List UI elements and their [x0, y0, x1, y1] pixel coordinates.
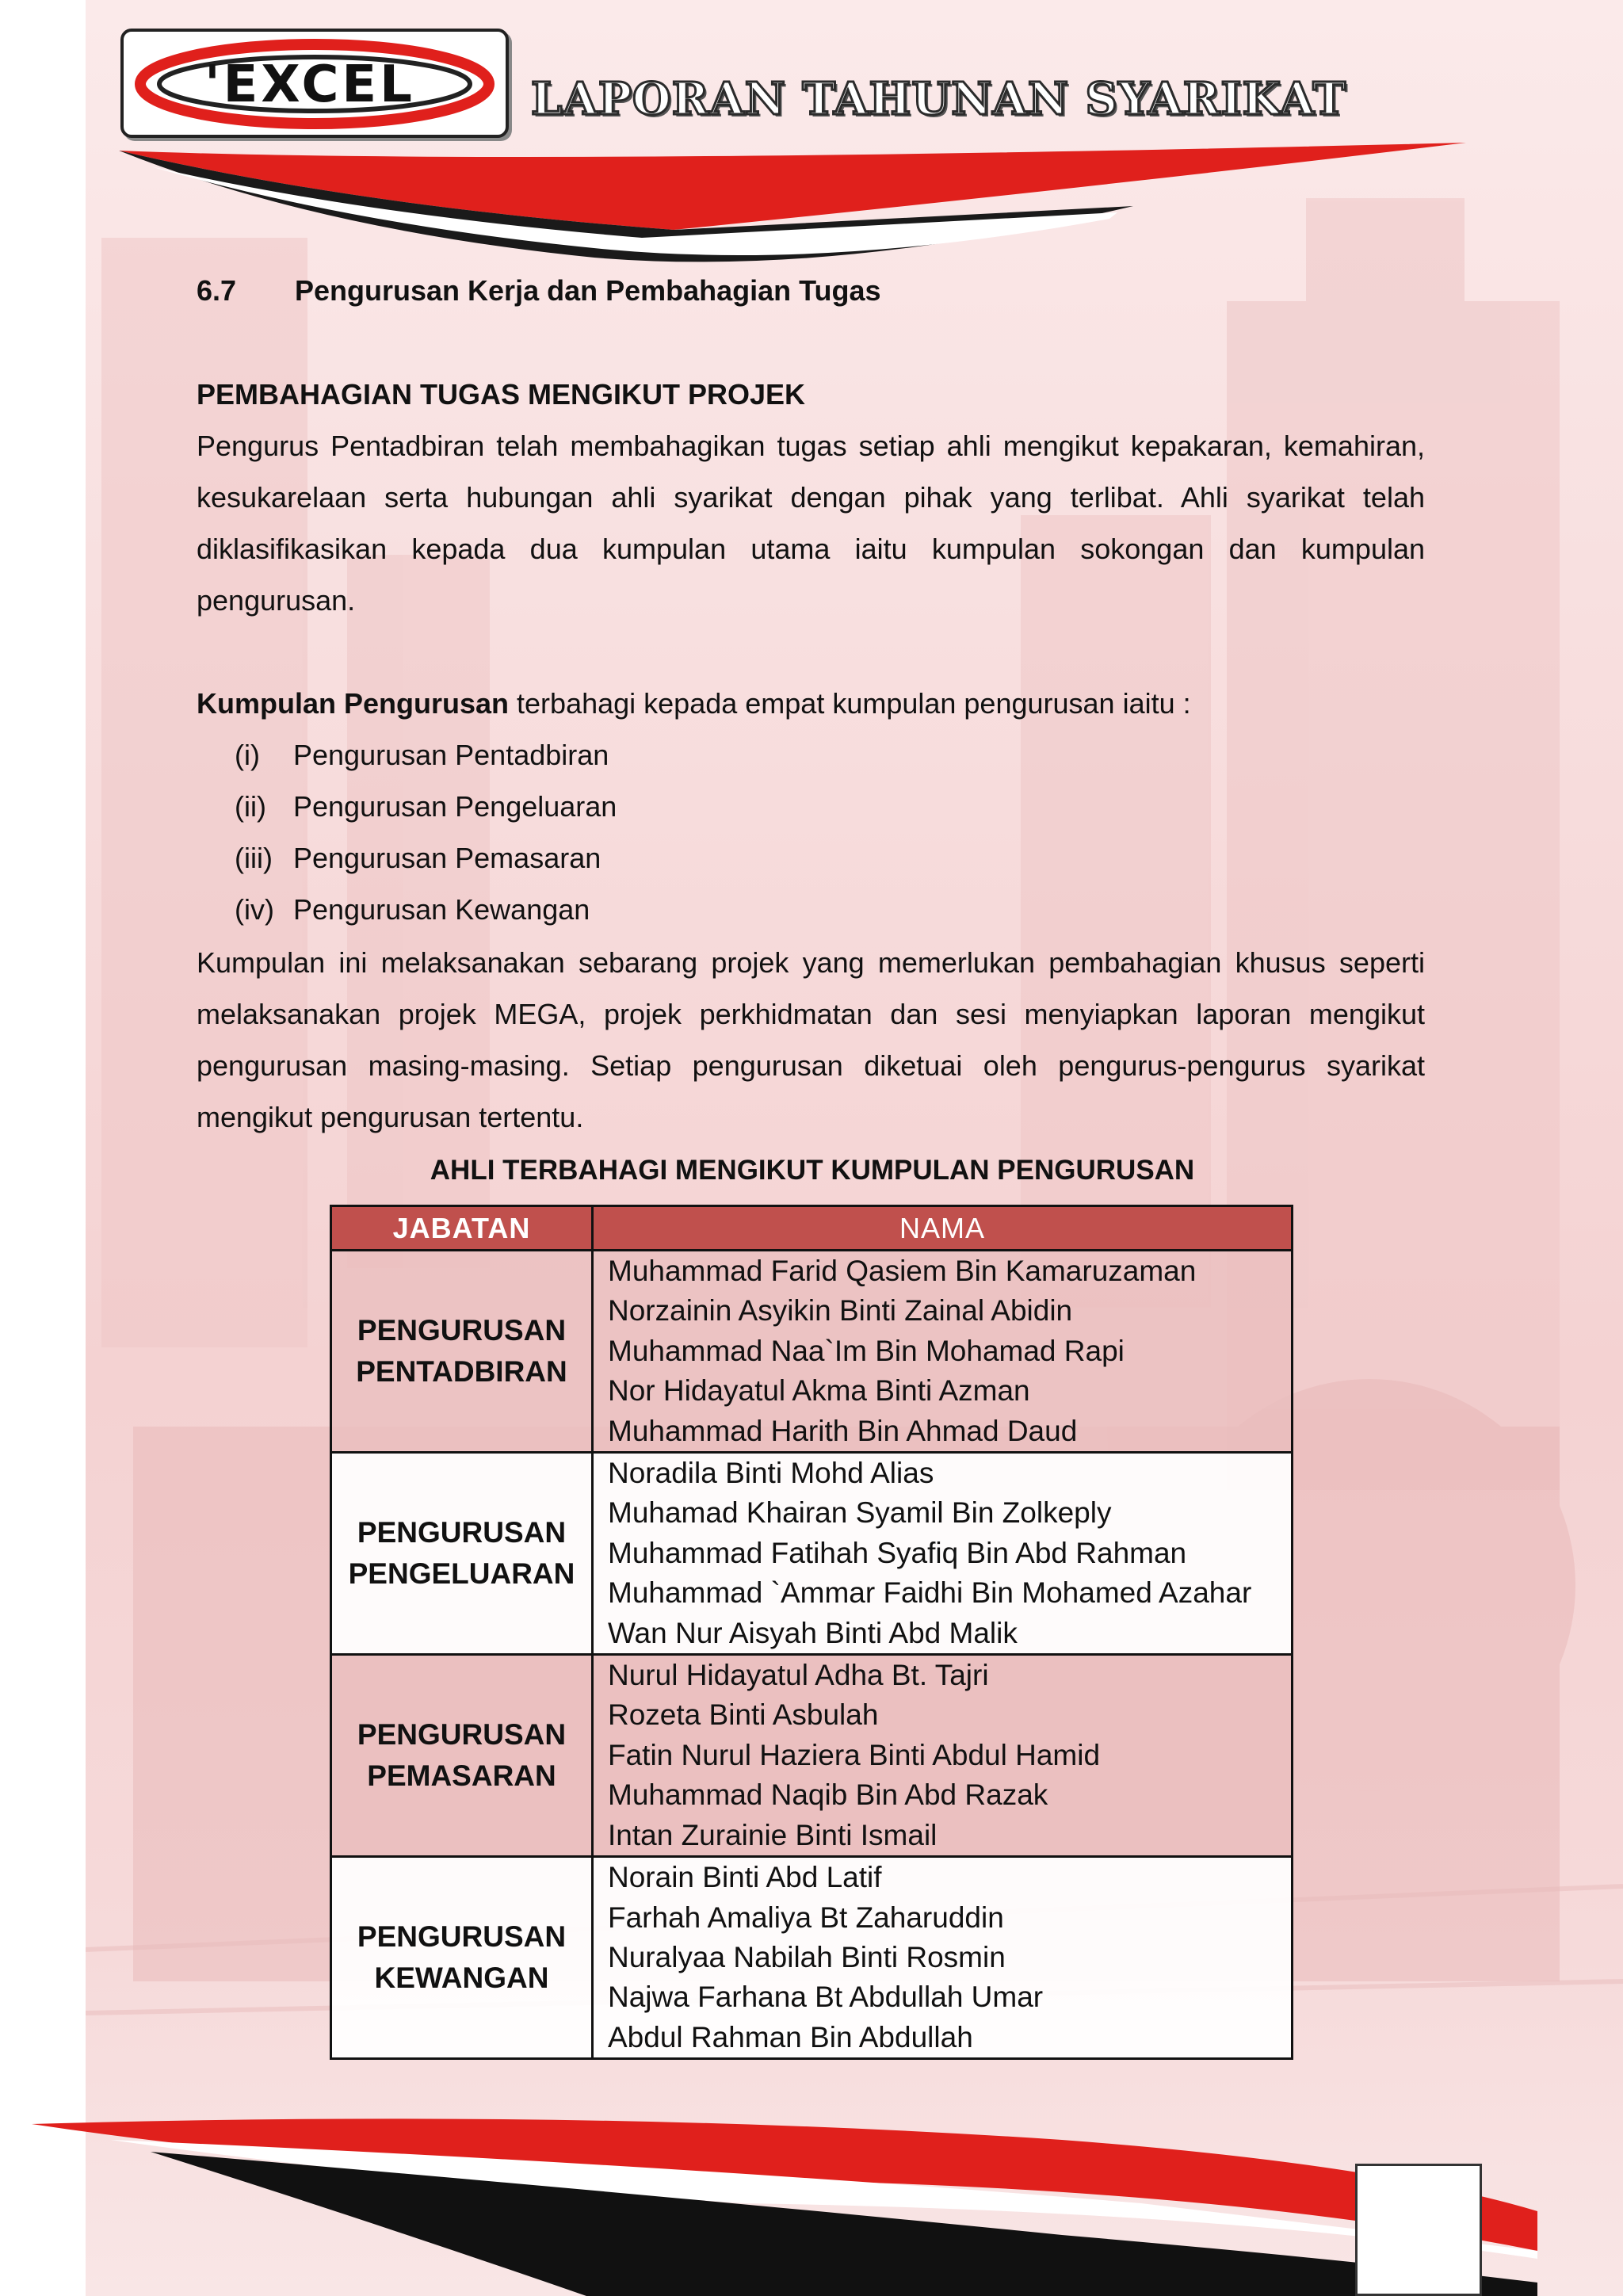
list-text: Pengurusan Pemasaran: [293, 842, 601, 874]
member-name: Farhah Amaliya Bt Zaharuddin: [608, 1901, 1004, 1934]
department-line: PENGURUSAN: [357, 1314, 567, 1347]
list-number: (iv): [235, 893, 274, 926]
department-line: PENGURUSAN: [357, 1718, 567, 1752]
table-row: [331, 1655, 1293, 1857]
report-title: LAPORAN TAHUNAN SYARIKAT: [531, 73, 1346, 125]
footer-swoosh: [32, 2092, 1537, 2296]
list-item: [235, 832, 601, 884]
table-row: [331, 1857, 1293, 2059]
member-name: Nuralyaa Nabilah Binti Rosmin: [608, 1940, 1006, 1973]
member-name: Norzainin Asyikin Binti Zainal Abidin: [608, 1294, 1073, 1328]
table-header-row: [331, 1206, 1293, 1251]
header-swoosh: [119, 119, 1482, 277]
member-name: Muhammad Fatihah Syafiq Bin Abd Rahman: [608, 1536, 1187, 1569]
paragraph-groups-bold: Kumpulan Pengurusan: [197, 687, 510, 720]
member-name: Muhammad Harith Bin Ahmad Daud: [608, 1414, 1078, 1447]
names-cell: [593, 1857, 1293, 2059]
member-name: Muhammad `Ammar Faidhi Bin Mohamed Azahar: [608, 1576, 1252, 1610]
list-text: Pengurusan Pentadbiran: [293, 739, 609, 771]
column-header-nama: NAMA: [593, 1206, 1293, 1251]
department-line: KEWANGAN: [374, 1962, 549, 1995]
subheading: PEMBAHAGIAN TUGAS MENGIKUT PROJEK: [197, 378, 806, 411]
table-title: AHLI TERBAHAGI MENGIKUT KUMPULAN PENGURUSAN: [430, 1155, 1195, 1186]
list-text: Pengurusan Kewangan: [293, 893, 590, 926]
department-line: PENGELUARAN: [348, 1557, 575, 1591]
member-name: Muhammad Farid Qasiem Bin Kamaruzaman: [608, 1255, 1197, 1287]
member-name: Fatin Nurul Haziera Binti Abdul Hamid: [608, 1738, 1101, 1771]
list-item: [235, 729, 609, 781]
member-name: Wan Nur Aisyah Binti Abd Malik: [608, 1616, 1018, 1649]
list-text: Pengurusan Pengeluaran: [293, 790, 617, 823]
paragraph-groups: [197, 678, 1425, 729]
names-cell: [593, 1251, 1293, 1453]
paragraph-groups-rest: terbahagi kepada empat kumpulan pengurusan iaitu :: [509, 687, 1191, 720]
department-cell: [331, 1857, 593, 2059]
list-item: [235, 884, 590, 935]
member-name: Najwa Farhana Bt Abdullah Umar: [608, 1981, 1044, 2014]
member-name: Muhamad Khairan Syamil Bin Zolkeply: [608, 1496, 1112, 1530]
member-name: Rozeta Binti Asbulah: [608, 1698, 879, 1732]
names-cell: [593, 1655, 1293, 1857]
member-name: Abdul Rahman Bin Abdullah: [608, 2020, 973, 2053]
member-name: Norain Binti Abd Latif: [608, 1861, 882, 1894]
member-name: Muhammad Naqib Bin Abd Razak: [608, 1778, 1048, 1812]
department-cell: [331, 1453, 593, 1655]
member-name: Muhammad Naa`Im Bin Mohamad Rapi: [608, 1334, 1125, 1367]
department-cell: [331, 1655, 593, 1857]
list-number: (i): [235, 739, 260, 771]
department-line: PENGURUSAN: [357, 1920, 567, 1954]
table-row: [331, 1251, 1293, 1453]
names-cell: [593, 1453, 1293, 1655]
paragraph-projects: Kumpulan ini melaksanakan sebarang projek yang memerlukan pembahagian khusus seperti melaksanakan projek MEGA, projek perkhidmatan dan sesi menyiapkan laporan mengikut pengurusan masing-masing. Setiap pengurusan diketuai oleh pengurus-pengurus syarikat mengikut pengurusan tertentu.: [197, 946, 1425, 1133]
members-table: [330, 1205, 1293, 2060]
logo-text: 'EXCEL: [204, 55, 415, 114]
department-line: PENTADBIRAN: [356, 1355, 567, 1389]
column-header-jabatan: JABATAN: [331, 1206, 593, 1251]
department-line: PENGURUSAN: [357, 1516, 567, 1549]
list-number: (iii): [235, 842, 273, 874]
list-number: (ii): [235, 790, 266, 823]
department-cell: [331, 1251, 593, 1453]
member-name: Noradila Binti Mohd Alias: [608, 1457, 934, 1490]
member-name: Nor Hidayatul Akma Binti Azman: [608, 1374, 1030, 1408]
section-number: 6.7: [197, 274, 237, 307]
department-line: PEMASARAN: [367, 1759, 556, 1793]
table-row: [331, 1453, 1293, 1655]
paragraph-intro: Pengurus Pentadbiran telah membahagikan tugas setiap ahli mengikut kepakaran, kemahiran, kesukarelaan serta hubungan ahli syarikat dengan pihak yang terlibat. Ahli syarikat telah diklasifikasikan kepada dua kumpulan utama iaitu kumpulan sokongan dan kumpulan pengurusan.: [197, 430, 1425, 617]
member-name: Intan Zurainie Binti Ismail: [608, 1818, 938, 1851]
page-number-box: [1355, 2164, 1482, 2296]
section-title: Pengurusan Kerja dan Pembahagian Tugas: [295, 274, 881, 307]
list-item: [235, 781, 617, 832]
member-name: Nurul Hidayatul Adha Bt. Tajri: [608, 1659, 989, 1692]
